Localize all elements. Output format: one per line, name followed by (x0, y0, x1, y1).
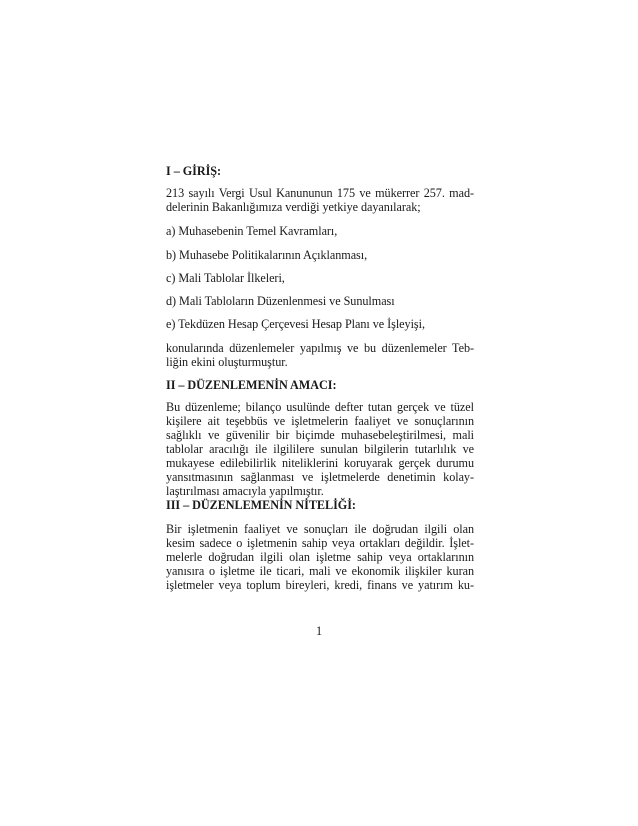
paragraph-line: konularında düzenlemeler yapılmış ve bu düzenlemeler Teb- (166, 341, 474, 355)
paragraph-line: laştırılması amacıyla yapılmıştır. (166, 484, 324, 498)
list-item: d) Mali Tabloların Düzenlenmesi ve Sunulması (166, 294, 395, 308)
section-heading-giris: I – GİRİŞ: (166, 164, 222, 178)
list-item: a) Muhasebenin Temel Kavramları, (166, 224, 338, 238)
paragraph-line: işletmeler veya toplum bireyleri, kredi, finans ve yatırım ku- (166, 578, 474, 592)
paragraph-line: kişilere ait teşebbüs ve işletmelerin faaliyet ve sonuçlarının (166, 414, 474, 428)
paragraph-line: mukayese edilebilirlik niteliklerini koruyarak gerçek durumu (166, 456, 474, 470)
list-item: e) Tekdüzen Hesap Çerçevesi Hesap Planı ve İşleyişi, (166, 317, 425, 331)
list-item: b) Muhasebe Politikalarının Açıklanması, (166, 248, 368, 262)
section-heading-nitelik: III – DÜZENLEMENİN NİTELİĞİ: (166, 498, 356, 512)
list-item: c) Mali Tablolar İlkeleri, (166, 271, 285, 285)
paragraph-line: yanısıra o işletme ile ticari, mali ve ekonomik ilişkiler kuran (166, 564, 474, 578)
paragraph-line: tablolar aracılığı ile ilgililere sunulan bilgilerin tutarlılık ve (166, 442, 474, 456)
paragraph-line: liğin ekini oluşturmuştur. (166, 355, 288, 369)
paragraph-line: melerle doğrudan ilgili olan işletme sahip veya ortaklarının (166, 550, 474, 564)
paragraph-line: Bir işletmenin faaliyet ve sonuçları ile doğrudan ilgili olan (166, 522, 474, 536)
page-number: 1 (315, 624, 323, 638)
section-heading-amac: II – DÜZENLEMENİN AMACI: (166, 378, 337, 392)
paragraph-line: Bu düzenleme; bilanço usulünde defter tutan gerçek ve tüzel (166, 400, 474, 414)
paragraph-line: yansıtmasının sağlanması ve işletmelerde denetimin kolay- (166, 470, 474, 484)
paragraph-line: delerinin Bakanlığımıza verdiği yetkiye dayanılarak; (166, 200, 421, 214)
paragraph-line: sağlıklı ve güvenilir bir biçimde muhasebeleştirilmesi, mali (166, 428, 474, 442)
paragraph-line: kesim sadece o işletmenin sahip veya ortakları değildir. İşlet- (166, 536, 474, 550)
paragraph-line: 213 sayılı Vergi Usul Kanununun 175 ve mükerrer 257. mad- (166, 186, 474, 200)
